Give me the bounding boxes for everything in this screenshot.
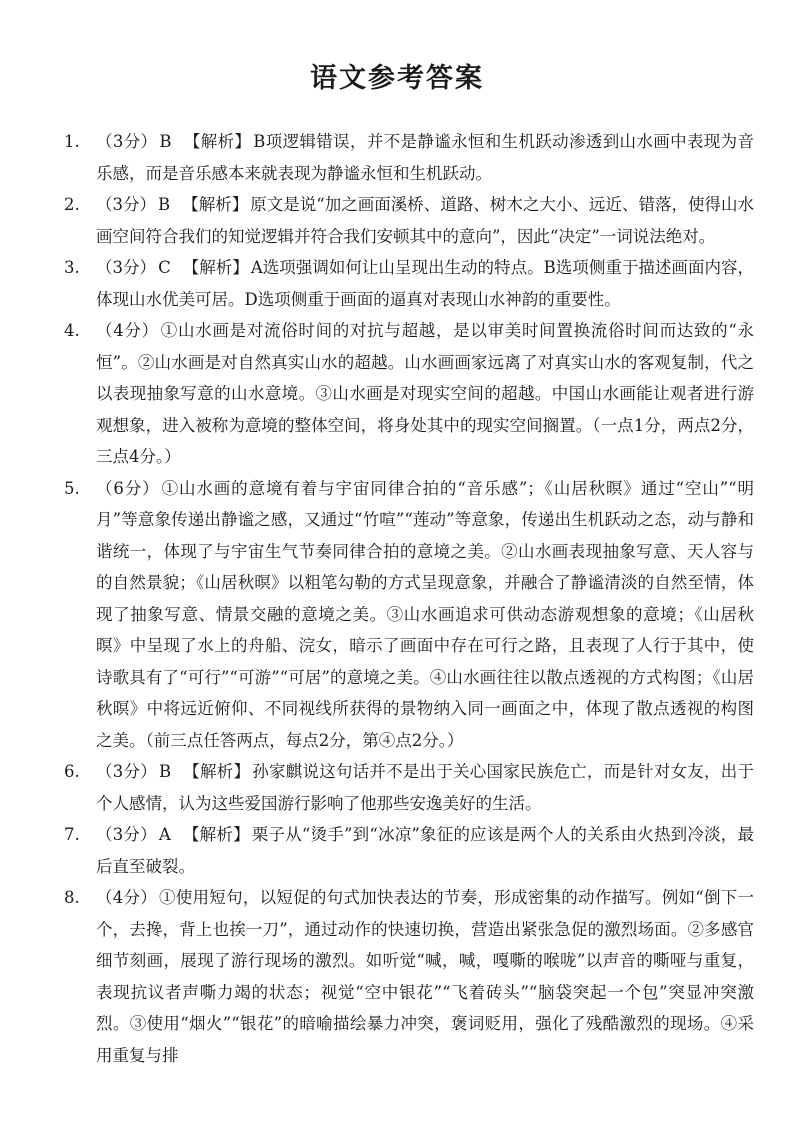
- item-score: （3分）: [96, 132, 158, 151]
- item-analysis-tag: 【解析】: [182, 825, 250, 844]
- item-body: [96, 126, 754, 189]
- item-answer: A: [158, 825, 171, 844]
- item-analysis-tag: 【解析】: [183, 762, 251, 781]
- answer-list: [64, 126, 754, 1071]
- item-body: [96, 756, 754, 819]
- answer-item-1: [64, 126, 754, 189]
- item-body: [96, 473, 754, 757]
- item-text: ①山水画的意境有着与宇宙同律合拍的“音乐感”；《山居秋暝》通过“空山”“明月”等意象传递出静谧之感，又通过“竹喧”“莲动”等意象，传递出生机跃动之态，动与静和谐统一，体现了与宇宙生气节奏同律合拍的意境之美。②山水画表现抽象写意、天人容与的自然景貌；《山居秋暝》以粗笔勾勒的方式呈现意象，并融合了静谧清淡的自然至情，体现了抽象写意、情景交融的意境之美。③山水画追求可供动态游观想象的意境；《山居秋暝》中呈现了水上的舟船、浣女，暗示了画面中存在可行之路，且表现了人行于其中，使诗歌具有了“可行”“可游”“可居”的意境之美。④山水画往往以散点透视的方式构图；《山居秋暝》中将远近俯仰、不同视线所获得的景物纳入同一画面之中，体现了散点透视的构图之美。（前三点任答两点，每点2分，第④点2分。）: [96, 478, 754, 750]
- item-answer: B: [158, 195, 171, 214]
- item-text: A选项强调如何让山呈现出生动的特点。B选项侧重于描述画面内容，体现山水优美可居。D选项侧重于画面的逼真对表现山水神韵的重要性。: [96, 258, 755, 309]
- item-text: ①使用短句，以短促的句式加快表达的节奏，形成密集的动作描写。例如“倒下一个，去搀，背上也挨一刀”，通过动作的快速切换，营造出紧张急促的激烈场面。②多感官细节刻画，展现了游行现场的激烈。如听觉“喊，喊，嘎嘶的喉咙”以声音的嘶哑与重复，表现抗议者声嘶力竭的状态；视觉“空中银花”“飞着砖头”“脑袋突起一个包”突显冲突激烈。③使用“烟火”“银花”的暗喻描绘暴力冲突，褒词贬用，强化了残酷激烈的现场。④采用重复与排: [96, 888, 754, 1065]
- item-score: （3分）: [96, 825, 157, 844]
- item-number: 5.: [64, 478, 80, 498]
- item-answer: C: [158, 258, 171, 277]
- page-title: 语文参考答案: [310, 63, 484, 94]
- item-text: 栗子从“烫手”到“冰凉”象征的应该是两个人的关系由火热到冷淡，最后直至破裂。: [96, 825, 755, 876]
- item-body: [96, 252, 754, 315]
- item-answer: B: [158, 762, 172, 781]
- answer-item-3: [64, 252, 754, 315]
- item-body: [96, 315, 754, 473]
- answer-item-7: [64, 819, 754, 882]
- item-text: B项逻辑错误，并不是静谧永恒和生机跃动渗透到山水画中表现为音乐感，而是音乐感本来就表现为静谧永恒和生机跃动。: [96, 132, 754, 183]
- answer-item-6: [64, 756, 754, 819]
- item-body: [96, 882, 754, 1071]
- item-analysis-tag: 【解析】: [183, 132, 252, 151]
- item-score: （6分）: [96, 478, 160, 498]
- answer-item-8: [64, 882, 754, 1071]
- item-score: （3分）: [96, 762, 157, 781]
- item-number: 1.: [64, 132, 80, 151]
- item-score: （3分）: [96, 195, 157, 214]
- answer-item-2: [64, 189, 754, 252]
- answer-item-4: [64, 315, 754, 473]
- item-text: 原文是说“加之画面溪桥、道路、树木之大小、远近、错落，使得山水画空间符合我们的知觉逻辑并符合我们安顿其中的意向”，因此“决定”一词说法绝对。: [96, 195, 755, 246]
- item-number: 3.: [64, 258, 80, 277]
- item-text: 孙家麒说这句话并不是出于关心国家民族危亡，而是针对女友，出于个人感情，认为这些爱国游行影响了他那些安逸美好的生活。: [96, 762, 755, 813]
- item-score: （4分）: [96, 321, 159, 340]
- item-analysis-tag: 【解析】: [182, 195, 249, 214]
- item-analysis-tag: 【解析】: [182, 258, 249, 277]
- item-body: [96, 819, 754, 882]
- item-score: （3分）: [96, 258, 157, 277]
- item-number: 2.: [64, 195, 80, 214]
- item-number: 8.: [64, 888, 80, 907]
- item-score: （4分）: [96, 888, 158, 907]
- item-number: 6.: [64, 762, 80, 781]
- item-text: ①山水画是对流俗时间的对抗与超越，是以审美时间置换流俗时间而达致的“永恒”。②山水画是对自然真实山水的超越。山水画画家远离了对真实山水的客观复制，代之以表现抽象写意的山水意境。③山水画是对现实空间的超越。中国山水画能让观者进行游观想象，进入被称为意境的整体空间，将身处其中的现实空间搁置。（一点1分，两点2分，三点4分。）: [96, 321, 754, 466]
- item-number: 7.: [64, 825, 80, 844]
- answer-item-5: [64, 473, 754, 757]
- item-body: [96, 189, 754, 252]
- item-answer: B: [159, 132, 172, 151]
- item-number: 4.: [64, 321, 80, 340]
